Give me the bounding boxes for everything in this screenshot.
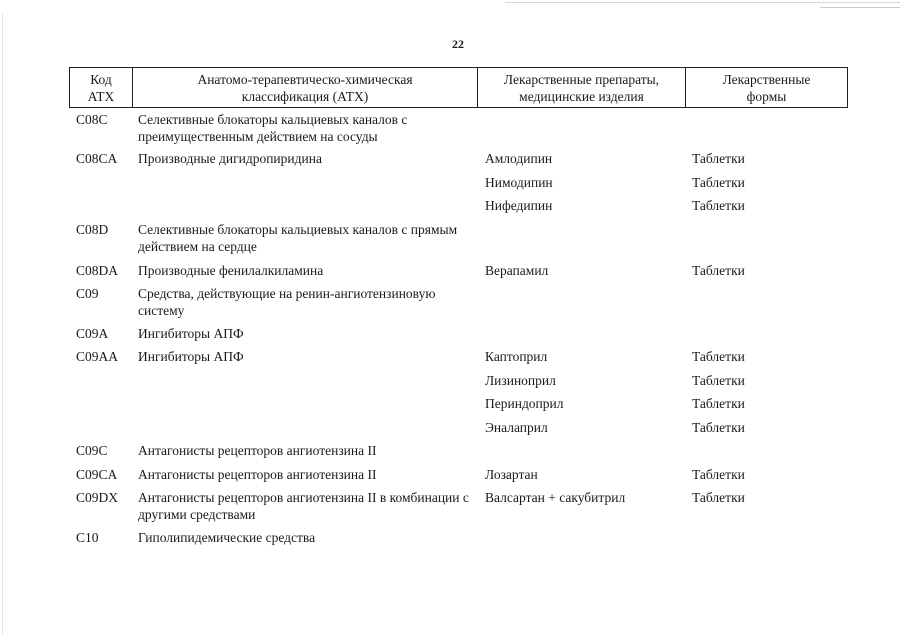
drug-name: Амлодипин [485, 151, 553, 166]
dosage-form: Таблетки [692, 467, 745, 482]
page-number: 22 [452, 37, 464, 51]
table-row [69, 111, 848, 151]
scan-artifact-line [820, 7, 900, 8]
dosage-form: Таблетки [692, 349, 745, 364]
header-code: Код АТХ [70, 68, 133, 107]
atc-name: Производные фенилалкиламина [138, 263, 324, 278]
atc-code: C09CA [76, 467, 118, 482]
table-row [69, 489, 848, 529]
dosage-form: Таблетки [692, 420, 745, 435]
atc-code: C08DA [76, 263, 119, 278]
drug-name: Нимодипин [485, 175, 553, 190]
atc-name: Селективные блокаторы кальциевых каналов с прямым действием на сердце [138, 222, 458, 254]
scan-artifact-line [505, 2, 900, 3]
table-row [69, 529, 848, 569]
table-row [69, 285, 848, 325]
dosage-form: Таблетки [692, 263, 745, 278]
drug-name: Каптоприл [485, 349, 548, 364]
atc-code: C08D [76, 222, 109, 237]
atc-code: C09DX [76, 490, 119, 505]
atc-name: Антагонисты рецепторов ангиотензина II в комбинации с другими средствами [138, 490, 469, 522]
atc-name: Гиполипидемические средства [138, 530, 316, 545]
header-classification: Анатомо-терапевтическо-химическая классификация (АТХ) [133, 68, 478, 107]
atc-code: C09AA [76, 349, 119, 364]
atc-name: Производные дигидропиридина [138, 151, 322, 166]
dosage-form: Таблетки [692, 396, 745, 411]
drug-name: Нифедипин [485, 198, 553, 213]
scan-artifact-edge [2, 14, 3, 634]
header-drugs: Лекарственные препараты, медицинские изделия [478, 68, 686, 107]
header-forms: Лекарственные формы [722, 71, 811, 104]
table-row [69, 221, 848, 261]
atc-name: Ингибиторы АПФ [138, 349, 244, 364]
dosage-form: Таблетки [692, 490, 745, 505]
dosage-form: Таблетки [692, 373, 745, 388]
atc-name: Селективные блокаторы кальциевых каналов с преимущественным действием на сосуды [138, 112, 408, 144]
drug-name: Эналаприл [485, 420, 548, 435]
atc-name: Ингибиторы АПФ [138, 326, 244, 341]
dosage-form: Таблетки [692, 198, 745, 213]
atc-code: C09C [76, 443, 108, 458]
dosage-form: Таблетки [692, 175, 745, 190]
atc-code: C08CA [76, 151, 118, 166]
drug-name: Верапамил [485, 263, 549, 278]
drug-name: Лизиноприл [485, 373, 556, 388]
drug-name: Валсартан + сакубитрил [485, 490, 626, 505]
atc-code: C08C [76, 112, 108, 127]
drug-name: Лозартан [485, 467, 538, 482]
atc-name: Средства, действующие на ренин-ангиотензиновую систему [138, 286, 436, 318]
atc-code: C10 [76, 530, 99, 545]
table-header [69, 67, 848, 108]
atc-name: Антагонисты рецепторов ангиотензина II [138, 467, 377, 482]
atc-code: C09 [76, 286, 99, 301]
dosage-form: Таблетки [692, 151, 745, 166]
atc-name: Антагонисты рецепторов ангиотензина II [138, 443, 377, 458]
atc-code: C09A [76, 326, 109, 341]
drug-name: Периндоприл [485, 396, 564, 411]
